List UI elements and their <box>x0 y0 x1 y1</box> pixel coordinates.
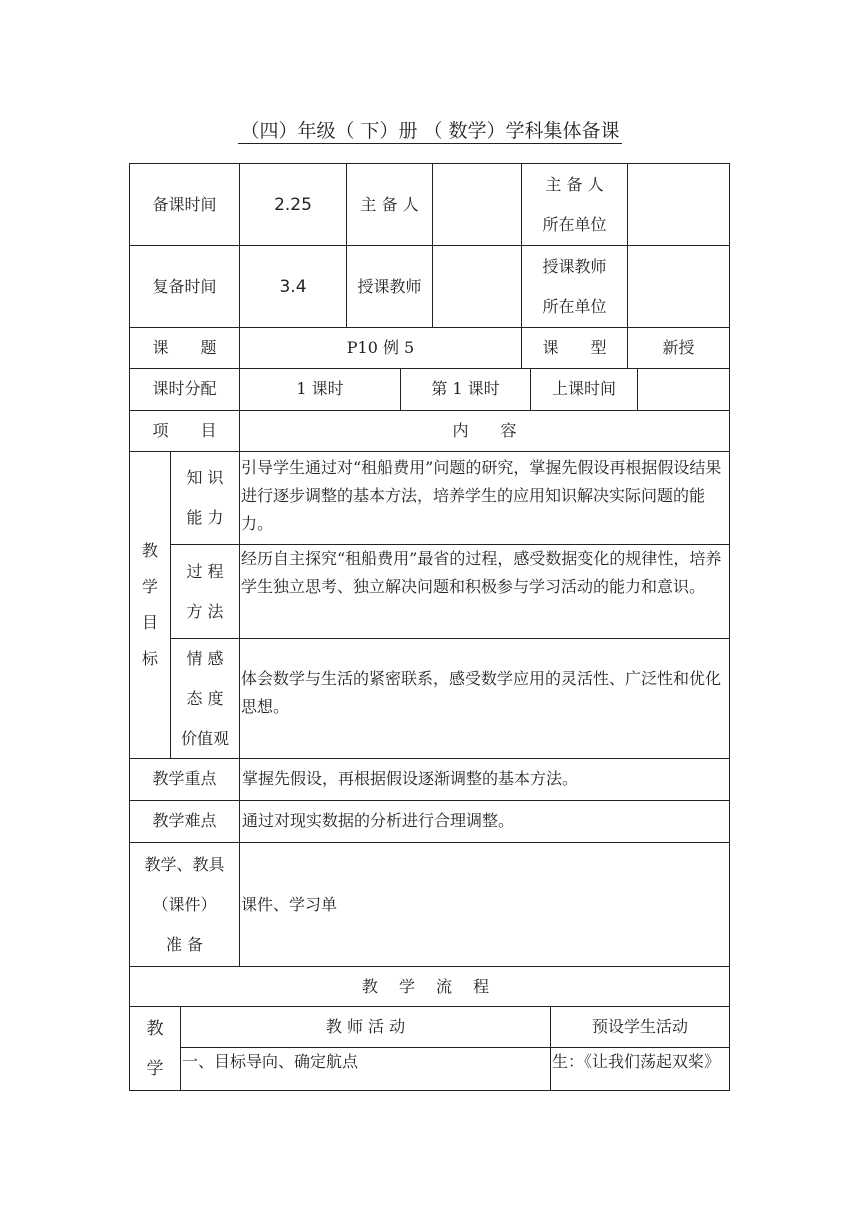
teaching-flow-header: 教 学 流 程 <box>361 976 498 996</box>
process-method-text: 经历自主探究“租船费用”最省的过程，感受数据变化的规律性，培养学生独立思考、独立解决问题和积极参与学习活动的能力和意识。 <box>241 549 722 596</box>
teacher-unit-label-line2: 所在单位 <box>542 296 607 316</box>
objectives-char-2: 学 <box>141 577 158 596</box>
teacher-unit-label-line1: 授课教师 <box>542 256 607 276</box>
key-point-label: 教学重点 <box>152 769 217 788</box>
process-label-line2: 方 法 <box>186 601 224 621</box>
key-point-text: 掌握先假设，再根据假设逐渐调整的基本方法。 <box>242 769 579 788</box>
tools-label-line1: 教学、教具 <box>144 854 225 874</box>
knowledge-ability-text: 引导学生通过对“租船费用”问题的研究，掌握先假设再根据假设结果进行逐步调整的基本方法，培养学生的应用知识解决实际问题的能力。 <box>241 458 722 533</box>
preparer-unit-label <box>522 164 627 245</box>
class-time-label: 上课时间 <box>551 379 616 398</box>
preparer-value[interactable] <box>433 164 521 245</box>
teacher-unit-value[interactable] <box>628 246 729 327</box>
knowledge-label-line1: 知 识 <box>186 468 224 487</box>
content-label: 内 容 <box>452 421 517 440</box>
preparer-label: 主 备 人 <box>360 194 419 214</box>
emotion-label-line2: 态 度 <box>186 688 224 708</box>
teacher-value[interactable] <box>433 246 521 327</box>
tools-label-line3: 准 备 <box>165 934 204 954</box>
teacher-activity-step-1: 一、目标导向、确定航点 <box>182 1052 359 1071</box>
lesson-type-label: 课 型 <box>542 338 607 357</box>
teaching-tools-label <box>130 843 239 966</box>
flow-side-char-1: 教 <box>146 1019 164 1039</box>
process-label-line1: 过 程 <box>186 561 224 581</box>
prep-time-label: 备课时间 <box>152 194 217 214</box>
topic-value: P10 例 5 <box>346 338 415 357</box>
period-allocation-label: 课时分配 <box>152 379 217 398</box>
objectives-char-4: 标 <box>141 649 158 668</box>
difficulty-text: 通过对现实数据的分析进行合理调整。 <box>242 811 515 830</box>
item-label: 项 目 <box>152 421 217 440</box>
prep-time-value: 2.25 <box>274 194 312 215</box>
teacher-unit-label <box>522 246 627 327</box>
review-time-label: 复备时间 <box>152 276 217 296</box>
teacher-label: 授课教师 <box>357 276 422 296</box>
tools-label-line2: （课件） <box>152 894 217 914</box>
document-title: （四）年级（ 下）册 （ 数学）学科集体备课 <box>240 120 620 142</box>
teacher-activity-header: 教 师 活 动 <box>325 1017 406 1036</box>
flow-side-char-2: 学 <box>146 1059 164 1079</box>
student-activity-header: 预设学生活动 <box>591 1017 688 1036</box>
emotion-attitude-text: 体会数学与生活的紧密联系，感受数学应用的灵活性、广泛性和优化思想。 <box>241 669 722 716</box>
knowledge-label-line2: 能 力 <box>186 508 224 527</box>
review-time-value: 3.4 <box>279 276 307 297</box>
preparer-unit-label-line2: 所在单位 <box>542 214 607 234</box>
period-allocation-value: 1 课时 <box>296 379 344 398</box>
student-activity-step-1: 生：《让我们荡起双桨》 <box>552 1052 721 1071</box>
preparer-unit-value[interactable] <box>628 164 729 245</box>
difficulty-label: 教学难点 <box>152 811 217 830</box>
topic-label: 课 题 <box>152 338 217 357</box>
current-period: 第 1 课时 <box>431 379 500 398</box>
teaching-tools-text: 课件、学习单 <box>241 894 338 914</box>
process-method-label <box>171 545 239 638</box>
objectives-char-3: 目 <box>141 613 158 632</box>
teaching-objectives-label <box>130 452 170 758</box>
knowledge-ability-label <box>171 452 239 544</box>
emotion-label-line3: 价值观 <box>180 728 229 748</box>
emotion-attitude-label <box>171 639 239 758</box>
class-time-value[interactable] <box>638 369 729 410</box>
flow-side-label <box>130 1007 180 1091</box>
objectives-char-1: 教 <box>141 541 158 560</box>
preparer-unit-label-line1: 主 备 人 <box>545 174 604 194</box>
emotion-label-line1: 情 感 <box>186 648 224 668</box>
lesson-type-value: 新授 <box>662 338 695 357</box>
